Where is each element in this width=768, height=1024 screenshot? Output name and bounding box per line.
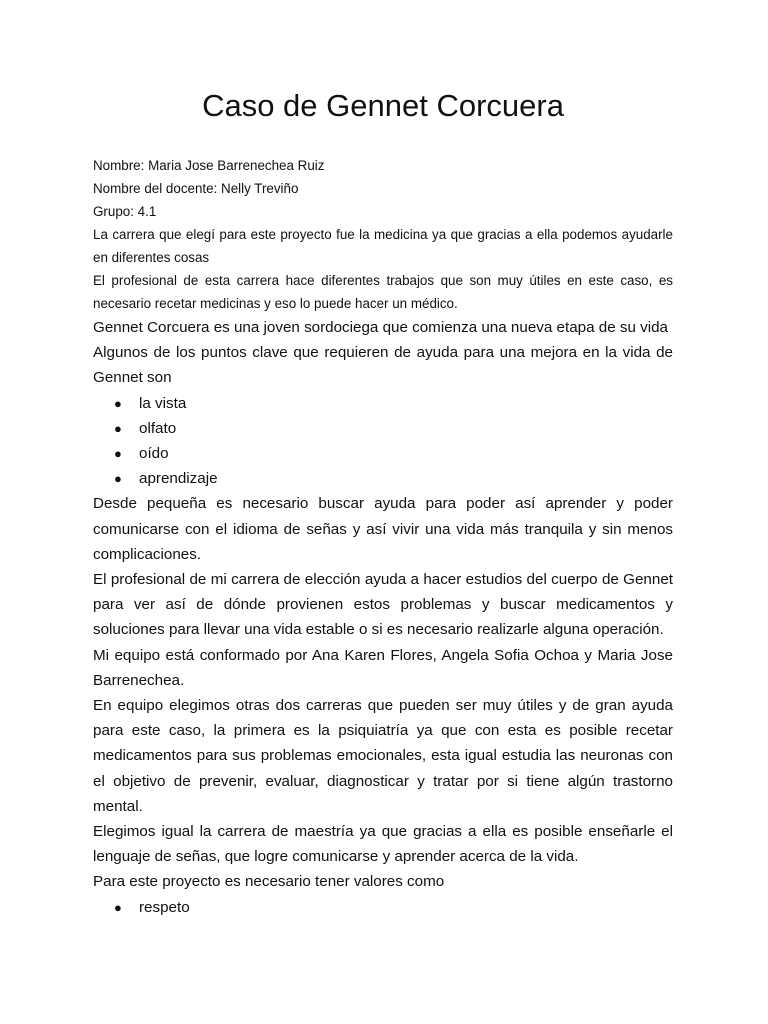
document-title: Caso de Gennet Corcuera xyxy=(202,88,564,123)
paragraph-key-points: Algunos de los puntos clave que requieren de ayuda para una mejora en la vida de Gennet son xyxy=(93,344,673,387)
list-item-text: aprendizaje xyxy=(139,470,218,488)
list-item-text: respeto xyxy=(139,898,190,916)
paragraph-early-help: Desde pequeña es necesario buscar ayuda para poder así aprender y poder comunicarse con el idioma de señas y así vivir una vida más tranquila y sin menos complicaciones. xyxy=(93,495,673,563)
values-list xyxy=(93,895,673,920)
paragraph-professional-role: El profesional de mi carrera de elección ayuda a hacer estudios del cuerpo de Gennet para ver así de dónde provienen estos problemas y buscar medicamentos y soluciones para llevar una vida estable o si es necesario realizarle alguna operación. xyxy=(93,571,673,639)
bullet-icon: ● xyxy=(114,420,122,436)
bullet-icon: ● xyxy=(114,471,122,487)
student-name: Nombre: Maria Jose Barrenechea Ruiz xyxy=(93,158,325,173)
bullet-icon: ● xyxy=(114,395,122,411)
paragraph-team: Mi equipo está conformado por Ana Karen Flores, Angela Sofia Ochoa y Maria Jose Barrenechea. xyxy=(93,646,673,689)
list-item xyxy=(93,441,673,466)
bullet-icon: ● xyxy=(114,899,122,915)
paragraph-values: Para este proyecto es necesario tener valores como xyxy=(93,873,445,891)
key-points-list xyxy=(93,391,673,492)
intro-paragraph-career: La carrera que elegí para este proyecto fue la medicina ya que gracias a ella podemos ayudarle en diferentes cosas xyxy=(93,227,673,265)
paragraph-gennet-intro: Gennet Corcuera es una joven sordociega que comienza una nueva etapa de su vida xyxy=(93,319,668,336)
intro-paragraph-professional: El profesional de esta carrera hace diferentes trabajos que son muy útiles en este caso, es necesario recetar medicinas y eso lo puede hacer un médico. xyxy=(93,273,673,311)
document-page xyxy=(93,86,673,920)
paragraph-teaching-career: Elegimos igual la carrera de maestría ya que gracias a ella es posible enseñarle el lenguaje de señas, que logre comunicarse y aprender acerca de la vida. xyxy=(93,823,673,866)
list-item xyxy=(93,895,673,920)
bullet-icon: ● xyxy=(114,446,122,462)
list-item xyxy=(93,391,673,416)
list-item-text: la vista xyxy=(139,394,187,412)
list-item-text: oído xyxy=(139,445,169,463)
group-number: Grupo: 4.1 xyxy=(93,204,157,219)
paragraph-other-careers: En equipo elegimos otras dos carreras que pueden ser muy útiles y de gran ayuda para este caso, la primera es la psiquiatría ya que con esta es posible recetar medicamentos para sus problemas emocionales, esta igual estudia las neuronas con el objetivo de prevenir, evaluar, diagnosticar y tratar por si tiene algún trastorno mental. xyxy=(93,697,673,815)
list-item-text: olfato xyxy=(139,419,177,437)
teacher-name: Nombre del docente: Nelly Treviño xyxy=(93,181,299,196)
list-item xyxy=(93,466,673,491)
list-item xyxy=(93,416,673,441)
